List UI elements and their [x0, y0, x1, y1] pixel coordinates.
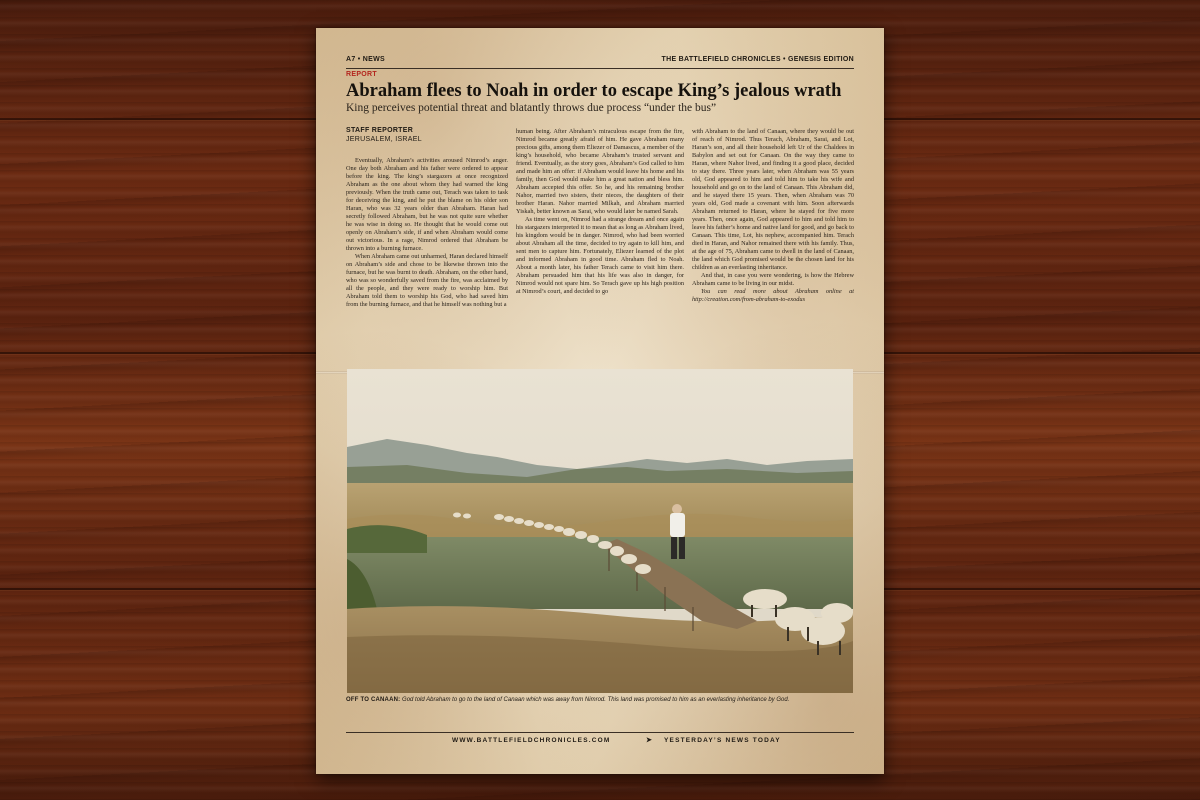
article-column-1 — [346, 157, 508, 375]
publication-name: THE BATTLEFIELD CHRONICLES • GENESIS EDITION — [661, 56, 854, 63]
article-deck: King perceives potential threat and blatantly throws due process “under the bus” — [346, 102, 717, 114]
footer-url-link[interactable]: WWW.BATTLEFIELDCHRONICLES.COM — [452, 737, 611, 744]
page-header — [346, 56, 854, 68]
arrow-icon: ➤ — [646, 737, 654, 744]
read-more-credit: You can read more about Abraham online at http://creation.com/from-abraham-to-exodus — [692, 288, 854, 303]
paragraph: And that, in case you were wondering, is how the Hebrew Abraham came to be living in our midst. — [692, 272, 854, 287]
article-headline: Abraham flees to Noah in order to escape King’s jealous wrath — [346, 81, 842, 101]
footer-rule — [346, 732, 854, 733]
newspaper-page — [316, 28, 884, 774]
article-photo — [347, 369, 853, 693]
byline-name: STAFF REPORTER — [346, 127, 414, 134]
article-column-3 — [692, 128, 854, 374]
article-column-2 — [516, 128, 684, 374]
article-kicker: REPORT — [346, 71, 377, 78]
paragraph: When Abraham came out unharmed, Haran declared himself on Abraham’s side and chose to be likewise thrown into the furnace, but he was burnt to death. Abraham, on the other hand, who was so wonderfully saved from the fire, was acclaimed by all the people, and they were ready to worship him. But Abraham told them to worship his God, who had saved him from the burning furnace, and that he himself was nothing but a — [346, 253, 508, 308]
footer-tagline: YESTERDAY’S NEWS TODAY — [664, 737, 781, 744]
paragraph: Eventually, Abraham’s activities aroused Nimrod’s anger. One day both Abraham and his father were ordered to appear before the king. The king’s stargazers at once recognized Abraham as the one about whom they had warned the king previously. When the truth came out, Terach was taken to task for deceiving the king, and he put the blame on his older son Haran, who was 32 years older than Abraham. Haran had secretly followed Abraham, but he was not quite sure whether he was wise in doing so. He thought that he would come out openly on Abraham’s side, if and when Abraham would come out victorious. In a rage, Nimrod ordered that Abraham be thrown into a burning furnace. — [346, 157, 508, 252]
paragraph: human being. After Abraham’s miraculous escape from the fire, Nimrod became greatly afraid of him. He gave Abraham many precious gifts, among them Eliezer of Damascus, a member of the king’s household, who became Abraham’s trusted servant and friend. Eventually, as the story goes, Abraham’s God called to him and made him an offer: if Abraham would leave his home and his family, then God would make him a great nation and bless him. Abraham accepted this offer. So he, and his remaining brother Nahor, married two sisters, their nieces, the daughters of their brother Haran. Nahor married Milkah, and Abraham married Yiskah, better known as Sarai, who would later be named Sarah. — [516, 128, 684, 215]
page-footer — [346, 737, 854, 747]
dateline: JERUSALEM, ISRAEL — [346, 136, 422, 143]
photo-caption — [346, 696, 866, 704]
byline — [346, 126, 422, 144]
header-rule — [346, 68, 854, 69]
paragraph: As time went on, Nimrod had a strange dream and once again his stargazers interpreted it to mean that as long as Abraham lived, his kingdom would be in danger. Nimrod, who had been worried about Abraham all the time, decided to try again to kill him, and sent men to capture him. Fortunately, Eliezer learned of the plot and informed Abraham in good time. Abraham fled to Noah. About a month later, his father Terach came to visit him there. Abraham persuaded him that his life was also in danger, for Nimrod would not spare him. So Terach gave up his high position at Nimrod’s court, and decided to go — [516, 216, 684, 295]
caption-text: God told Abraham to go to the land of Canaan which was away from Nimrod. This land was promised to him as an everlasting inheritance by God. — [402, 697, 790, 703]
caption-lead: OFF TO CANAAN: — [346, 697, 401, 703]
paragraph: with Abraham to the land of Canaan, where they would be out of reach of Nimrod. Thus Terach, Abraham, Sarai, and Lot, Haran’s son, and all their household left Ur of the Chaldees in Babylon and set out for Canaan. On the way they came to Haran, where Nahor lived, and finding it a good place, decided to stay there. Three years later, when Abraham was 55 years old, God appeared to him and told him to take his wife and household and go on to the land of Canaan. This Abraham did, and he stayed there 15 years. Then, when Abraham was 70 years old, God made a covenant with him. Soon afterwards Abraham returned to Haran, where he stayed for five more years. Then, once again, God appeared to him and told him to leave his father’s home and native land for good, and go back to Canaan. This time, Lot, his nephew, accompanied him. Terach died in Haran, and Nahor remained there with his family. Thus, at the age of 75, Abraham came to dwell in the land of Canaan, the land which God promised would be the chosen land for his children as an everlasting inheritance. — [692, 128, 854, 271]
section-label: A7 • NEWS — [346, 56, 385, 63]
landscape-photo — [347, 369, 853, 693]
